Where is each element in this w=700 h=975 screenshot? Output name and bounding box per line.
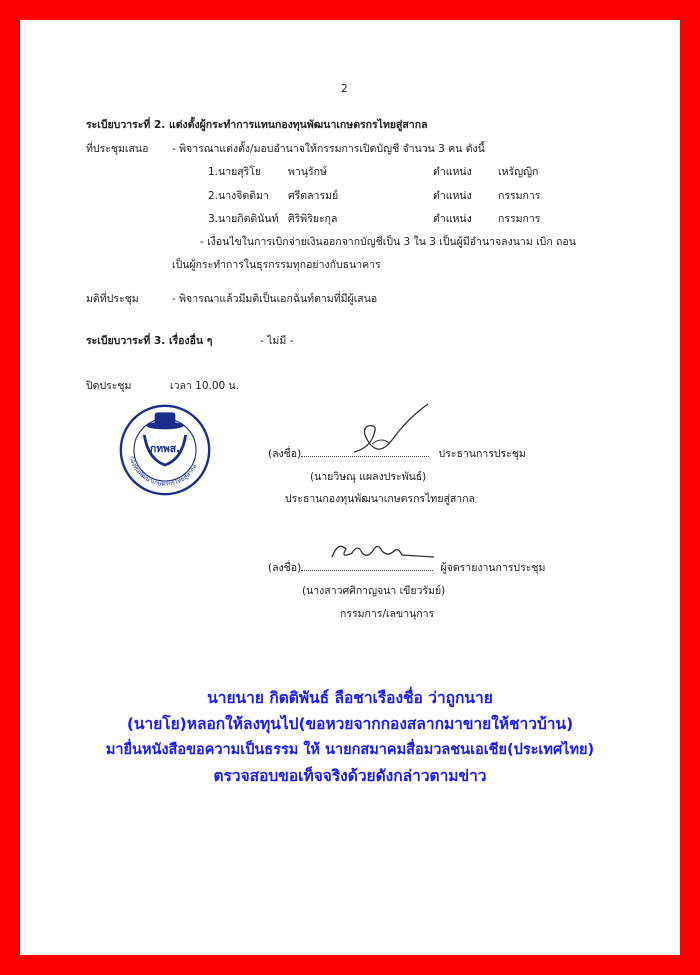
condition-line-2: เป็นผู้กระทำการในธุรกรรมทุกอย่างกับธนาคาร — [172, 259, 381, 271]
signature-2-line — [268, 559, 545, 576]
member-position-label: ตำแหน่ง — [433, 166, 472, 178]
proposal-text: - พิจารณาแต่งตั้ง/มอบอำนาจให้กรรมการเปิดบัญชี จำนวน 3 คน ดังนี้ — [172, 143, 485, 155]
svg-text:กองทุนพัฒนาเกษตรกรไทยสู่สากล — [128, 455, 199, 487]
page-number: 2 — [341, 83, 348, 95]
member-surname: ศิริพิริยะกุล — [288, 213, 338, 225]
caption-line-1: นายนาย กิตติพันธ์ ลือชาเรืองชื่อ ว่าถูกนาย — [207, 689, 493, 707]
agenda3-heading: ระเบียบวาระที่ 3. เรื่องอื่น ๆ — [86, 335, 213, 347]
signature-prefix: (ลงชื่อ) — [268, 448, 302, 460]
signature-prefix: (ลงชื่อ) — [268, 562, 302, 574]
resolution-label: มติที่ประชุม — [86, 293, 139, 305]
stamp-ring-text: กองทุนพัฒนาเกษตรกรไทยสู่สากล — [127, 455, 199, 488]
resolution-text: - พิจารณาแล้วมีมติเป็นเอกฉันท์ตามที่มีผู้เสนอ — [172, 293, 378, 305]
proposal-label: ที่ประชุมเสนอ — [86, 143, 149, 155]
signature-1-name: (นายวิษณุ แผลงประพันธ์) — [310, 471, 427, 483]
member-position-label: ตำแหน่ง — [433, 190, 472, 202]
caption-line-3: มายื่นหนังสือขอความเป็นธรรม ให้ นายกสมาคมสื่อมวลชนเอเชีย(ประเทศไทย) — [105, 742, 595, 758]
signature-2-name: (นางสาวศศิกาญจนา เขียวรัมย์) — [302, 585, 446, 597]
closing-label: ปิดประชุม — [86, 380, 132, 392]
caption-line-2: (นายโย)หลอกให้ลงทุนไป(ขอหวยจากกองสลากมาขายให้ชาวบ้าน) — [126, 715, 574, 733]
document-page — [20, 20, 680, 955]
signature-2-title: กรรมการ/เลขานุการ — [340, 608, 435, 620]
condition-line-1: - เงื่อนไขในการเบิกจ่ายเงินออกจากบัญชีเป็น 3 ใน 3 เป็นผู้มีอำนาจลงนาม เบิก ถอน — [200, 236, 576, 248]
organization-stamp — [118, 403, 212, 497]
member-position: กรรมการ — [498, 213, 541, 225]
agenda3-value: - ไม่มี - — [260, 335, 294, 347]
agenda2-heading: ระเบียบวาระที่ 2. แต่งตั้งผู้กระทำการแทนกองทุนพัฒนาเกษตรกรไทยสู่สากล — [86, 119, 428, 131]
signature-1-line — [268, 445, 526, 462]
member-name: 3.นายกิตตินันท์ — [208, 213, 279, 225]
stamp-abbr: กทพส. — [149, 442, 181, 455]
news-caption — [20, 685, 680, 789]
signature-1-title: ประธานกองทุนพัฒนาเกษตรกรไทยสู่สากล — [285, 493, 475, 505]
member-position: กรรมการ — [498, 190, 541, 202]
member-surname: ศรีตลารมย์ — [288, 190, 339, 202]
member-surname: พานุรักษ์ — [288, 166, 327, 178]
meeting-minutes — [20, 20, 680, 660]
signature-role: ผู้จดรายงานการประชุม — [440, 562, 546, 574]
member-name: 2.นางจิตติมา — [208, 190, 269, 202]
member-position-label: ตำแหน่ง — [433, 213, 472, 225]
hat-icon — [155, 412, 176, 425]
signature-role: ประธานการประชุม — [438, 448, 526, 460]
closing-time: เวลา 10.00 น. — [170, 380, 240, 392]
member-position: เหรัญญิก — [498, 166, 539, 178]
caption-line-4: ตรวจสอบขอเท็จจริงด้วยดังกล่าวตามข่าว — [213, 767, 487, 785]
member-name: 1.นายสุริโย — [208, 166, 262, 178]
